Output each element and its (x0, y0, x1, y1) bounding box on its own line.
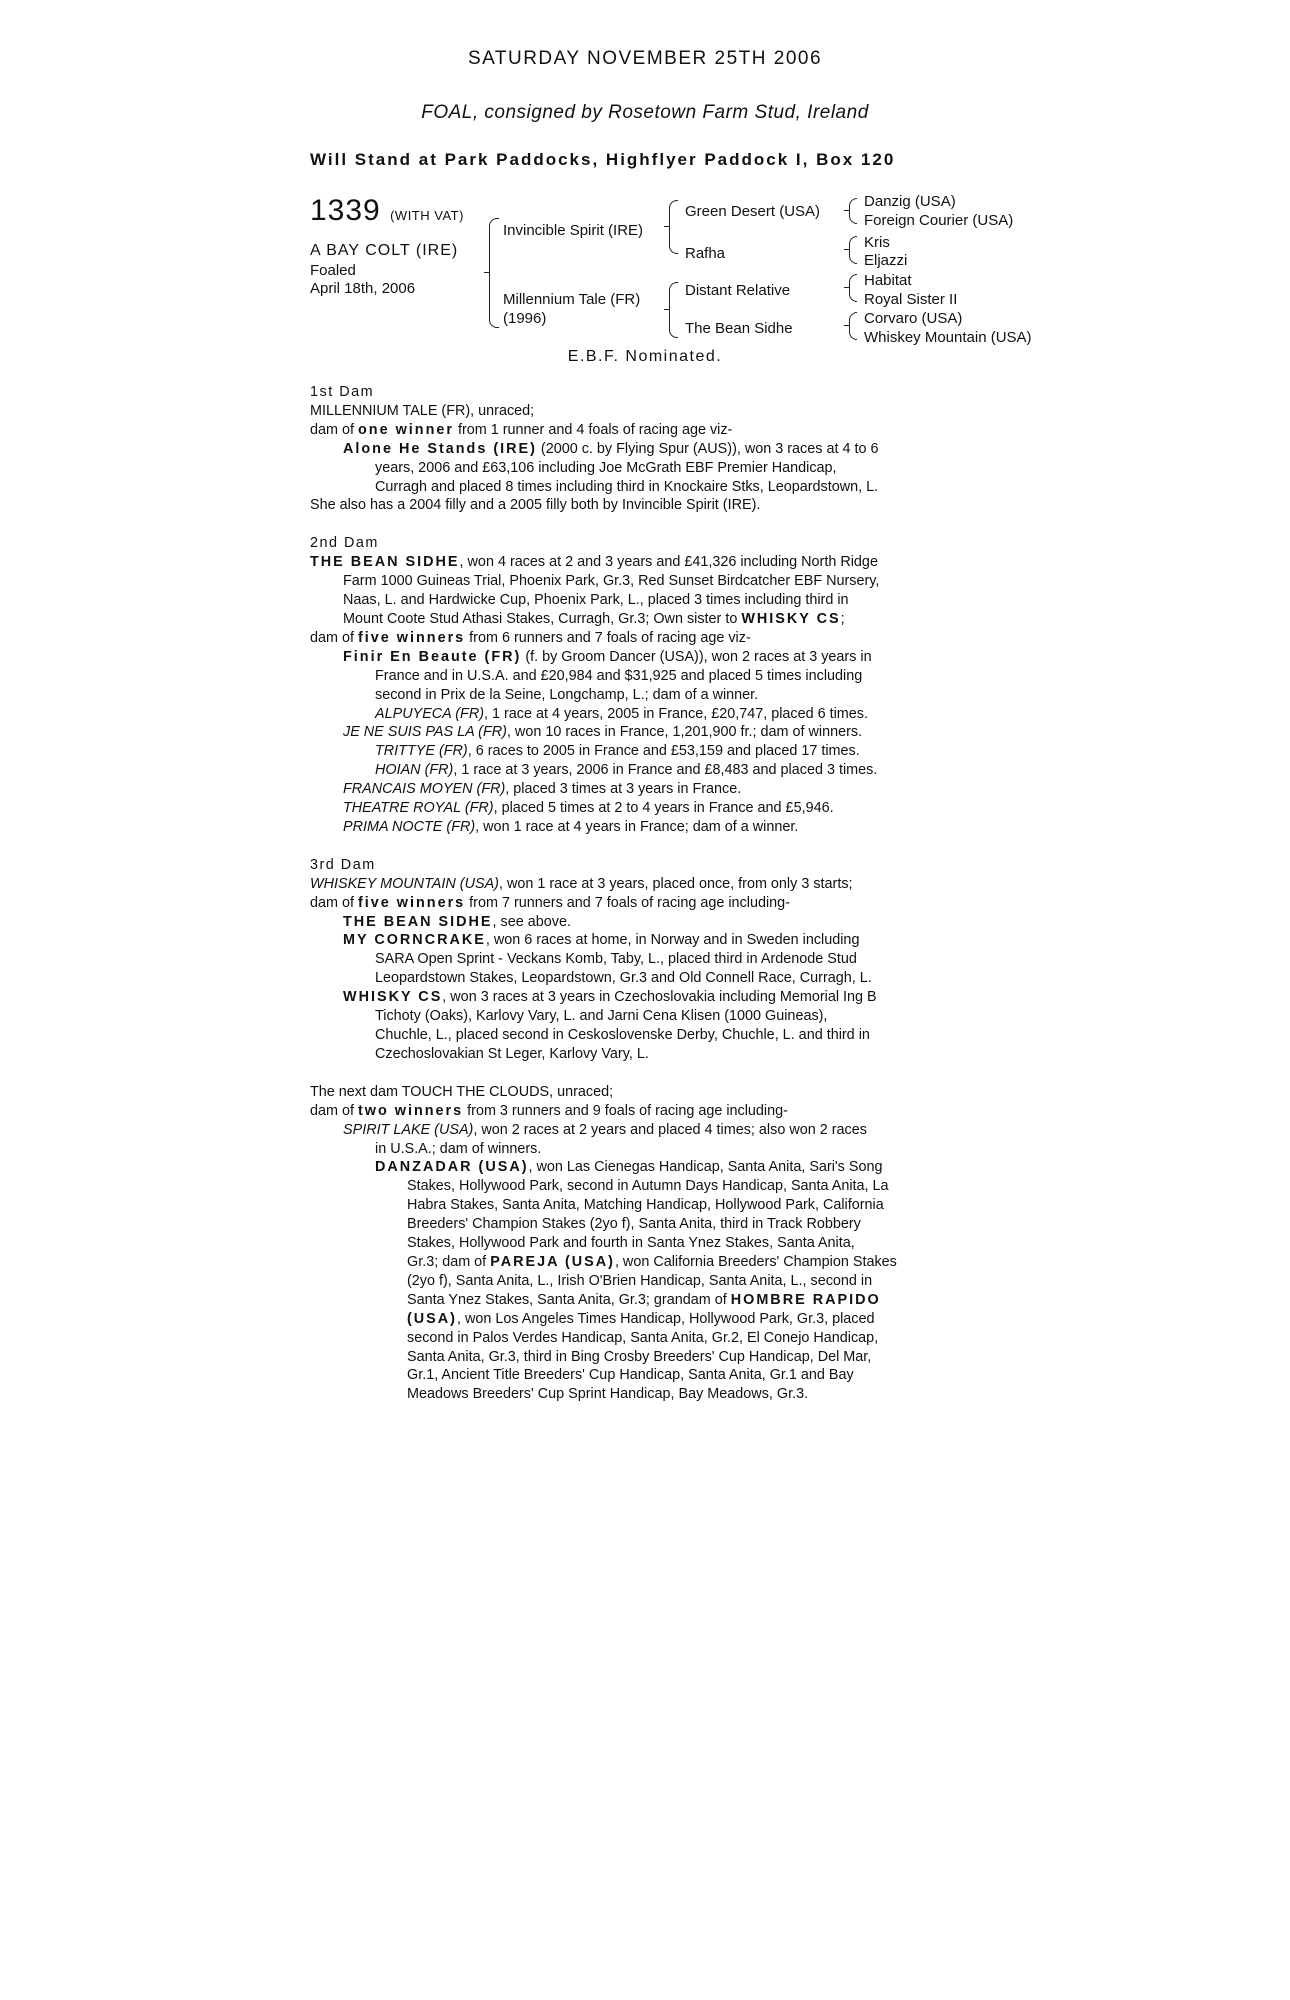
pedigree-ggp-3: Kris (864, 234, 890, 251)
next-dam-line (310, 1310, 980, 1329)
pedigree-brace-sire-tip (664, 226, 669, 227)
pedigree-brace-dam (669, 282, 678, 338)
pedigree-ggp-1: Danzig (USA) (864, 193, 956, 210)
third-dam-line (310, 931, 980, 950)
second-dam-line: Mount Coote Stud Athasi Stakes, Curragh, Gr.3; Own sister to WHISKY CS; (343, 610, 845, 627)
horse-name: Finir En Beaute (FR) (343, 648, 522, 665)
lot-number (310, 194, 464, 228)
second-dam-line (310, 799, 980, 818)
text-span: , won 6 races at home, in Norway and in Sweden including (485, 932, 860, 949)
stand-location: Will Stand at Park Paddocks, Highflyer Paddock I, Box 120 (310, 150, 896, 169)
pedigree-ggp-8: Whiskey Mountain (USA) (864, 329, 1032, 346)
lot-description: A BAY COLT (IRE) (310, 242, 459, 259)
text-span: , 1 race at 4 years, 2005 in France, £20,747, placed 6 times. (484, 705, 868, 722)
pedigree-brace-sire (669, 200, 678, 254)
text-span: , won 2 races at 2 years and placed 4 times; also won 2 races (473, 1121, 867, 1138)
text-span: dam of (310, 629, 358, 646)
first-dam-line: She also has a 2004 filly and a 2005 filly both by Invincible Spirit (IRE). (310, 497, 761, 514)
text-span: , placed 5 times at 2 to 4 years in France and £5,946. (493, 800, 834, 817)
text-span: from 6 runners and 7 foals of racing age viz- (465, 629, 751, 646)
pedigree-brace-dam-tip (664, 309, 669, 310)
horse-name: ALPUYECA (FR) (375, 705, 485, 722)
text-span: , see above. (492, 913, 571, 930)
pedigree-sire-sire: Green Desert (USA) (685, 203, 821, 220)
third-dam-line: Tichoty (Oaks), Karlovy Vary, L. and Jarni Cena Klisen (1000 Guineas), (375, 1008, 828, 1025)
second-dam-line (310, 629, 980, 648)
text-span: dam of (310, 1102, 358, 1119)
horse-name: WHISKEY MOUNTAIN (USA) (310, 875, 499, 892)
text-span: , won California Breeders' Champion Stakes (614, 1253, 897, 1270)
text-span: , 6 races to 2005 in France and £53,159 and placed 17 times. (467, 743, 860, 760)
text-span: , won Las Cienegas Handicap, Santa Anita, Sari's Song (528, 1159, 883, 1176)
second-dam-line: Farm 1000 Guineas Trial, Phoenix Park, Gr.3, Red Sunset Birdcatcher EBF Nursery, (343, 573, 880, 590)
text-span: , won Los Angeles Times Handicap, Hollywood Park, Gr.3, placed (456, 1310, 875, 1327)
second-dam-line (310, 742, 980, 761)
pedigree-brace-ggp-2-tip (844, 249, 849, 250)
sale-date: SATURDAY NOVEMBER 25TH 2006 (467, 48, 823, 69)
next-dam-line (310, 1121, 980, 1140)
next-dam-line: (2yo f), Santa Anita, L., Irish O'Brien Handicap, Santa Anita, L., second in (407, 1272, 873, 1289)
lot-number-value: 1339 (310, 194, 381, 227)
consignment-line: FOAL, consigned by Rosetown Farm Stud, Ireland (421, 102, 869, 123)
first-dam-heading: 1st Dam (310, 384, 375, 400)
text-span: , won 3 races at 3 years in Czechoslovakia including Memorial Ing B (442, 989, 877, 1006)
text-span: , won 1 race at 4 years in France; dam of a winner. (475, 818, 799, 835)
second-dam-line (310, 648, 980, 667)
horse-name: SPIRIT LAKE (USA) (343, 1121, 474, 1138)
horse-name: (USA) (407, 1310, 457, 1327)
next-dam-line (310, 1102, 980, 1121)
pedigree-ggp-4: Eljazzi (864, 252, 908, 269)
next-dam-line: Breeders' Champion Stakes (2yo f), Santa Anita, third in Track Robbery (407, 1216, 861, 1233)
text-span: (2000 c. by Flying Spur (AUS)), won 3 races at 4 to 6 (536, 440, 879, 457)
horse-name: HOIAN (FR) (375, 762, 454, 779)
pedigree-dam-sire: Distant Relative (685, 282, 791, 299)
second-dam-line: France and in U.S.A. and £20,984 and $31,925 and placed 5 times including (375, 667, 863, 684)
third-dam-line: Chuchle, L., placed second in Ceskoslovenske Derby, Chuchle, L. and third in (375, 1027, 870, 1043)
horse-name: PRIMA NOCTE (FR) (343, 818, 476, 835)
section-gap (310, 837, 980, 856)
pedigree-brace-ggp-3 (849, 274, 857, 302)
produce-record (310, 383, 980, 1404)
text-span: (f. by Groom Dancer (USA)), won 2 races at 3 years in (521, 648, 872, 665)
text-span: , placed 3 times at 3 years in France. (505, 781, 742, 798)
pedigree-ggp-2: Foreign Courier (USA) (864, 212, 1014, 229)
next-dam-line: Gr.1, Ancient Title Breeders' Cup Handicap, Santa Anita, Gr.1 and Bay (407, 1367, 854, 1384)
first-dam-line: Curragh and placed 8 times including third in Knockaire Stks, Leopardstown, L. (375, 478, 879, 495)
section-gap (310, 515, 980, 534)
next-dam-line: Stakes, Hollywood Park and fourth in Santa Ynez Stakes, Santa Anita, (407, 1235, 855, 1252)
horse-name: FRANCAIS MOYEN (FR) (343, 781, 506, 798)
horse-name: THE BEAN SIDHE (343, 913, 493, 930)
text-span: , won 1 race at 3 years, placed once, from only 3 starts; (498, 875, 853, 892)
third-dam-line (310, 988, 980, 1007)
text-span: Mount Coote Stud Athasi Stakes, Curragh, Gr.3; Own sister to (343, 610, 742, 627)
horse-name: THE BEAN SIDHE (310, 554, 460, 571)
second-dam-line (310, 780, 980, 799)
horse-name: WHISKY CS (741, 610, 841, 627)
third-dam-line: Czechoslovakian St Leger, Karlovy Vary, L. (375, 1045, 649, 1062)
third-dam-line (310, 913, 980, 932)
text-span: , won 10 races in France, 1,201,900 fr.; dam of winners. (506, 724, 863, 741)
first-dam-line: years, 2006 and £63,106 including Joe McGrath EBF Premier Handicap, (375, 459, 837, 476)
text-span: dam of (310, 421, 358, 438)
horse-name: HOMBRE RAPIDO (730, 1291, 881, 1308)
first-dam-line (310, 421, 980, 440)
text-span: , 1 race at 3 years, 2006 in France and £8,483 and placed 3 times. (453, 762, 878, 779)
winners-count: two winners (358, 1102, 464, 1119)
pedigree-brace-ggp-4-tip (844, 325, 849, 326)
second-dam-line (310, 761, 980, 780)
pedigree-ggp-5: Habitat (864, 272, 912, 289)
pedigree-brace-ggp-1-tip (844, 210, 849, 211)
text-span: from 7 runners and 7 foals of racing age including- (465, 894, 790, 911)
next-dam-line (310, 1291, 980, 1310)
second-dam-line: second in Prix de la Seine, Longchamp, L.; dam of a winner. (375, 686, 759, 703)
section-gap (310, 1064, 980, 1083)
third-dam-heading: 3rd Dam (310, 856, 376, 873)
horse-name: TRITTYE (FR) (375, 743, 468, 760)
next-dam-line (310, 1253, 980, 1272)
third-dam-line (310, 875, 980, 894)
text-span: , won 4 races at 2 and 3 years and £41,326 including North Ridge (459, 554, 878, 571)
ebf-nominated: E.B.F. Nominated. (567, 348, 723, 365)
winners-count: one winner (358, 421, 454, 438)
pedigree-dam-year: (1996) (503, 310, 547, 327)
next-dam-line (310, 1158, 980, 1177)
horse-name: JE NE SUIS PAS LA (FR) (343, 724, 507, 741)
pedigree-sire: Invincible Spirit (IRE) (503, 222, 644, 239)
horse-name: PAREJA (USA) (490, 1253, 615, 1270)
horse-name: WHISKY CS (343, 989, 443, 1006)
first-dam-line: MILLENNIUM TALE (FR), unraced; (310, 402, 535, 419)
pedigree-sire-dam: Rafha (685, 245, 726, 262)
pedigree-dam: Millennium Tale (FR) (503, 291, 641, 308)
pedigree-brace-ggp-3-tip (844, 287, 849, 288)
horse-name: MY CORNCRAKE (343, 932, 486, 949)
next-dam-line: second in Palos Verdes Handicap, Santa Anita, Gr.2, El Conejo Handicap, (407, 1329, 879, 1346)
third-dam-line (310, 894, 980, 913)
foaled-info (310, 262, 415, 298)
next-dam-line: in U.S.A.; dam of winners. (375, 1140, 542, 1157)
horse-name: THEATRE ROYAL (FR) (343, 800, 494, 817)
pedigree-brace-ggp-2 (849, 236, 857, 264)
second-dam-heading: 2nd Dam (310, 535, 379, 552)
second-dam-line (310, 553, 980, 572)
next-dam-line: Habra Stakes, Santa Anita, Matching Handicap, Hollywood Park, California (407, 1197, 884, 1214)
winners-count: five winners (358, 629, 466, 646)
pedigree-brace-main (489, 218, 499, 328)
third-dam-line: Leopardstown Stakes, Leopardstown, Gr.3 and Old Connell Race, Curragh, L. (375, 970, 872, 987)
text-span: Gr.3; dam of (407, 1253, 491, 1270)
text-span: from 1 runner and 4 foals of racing age viz- (453, 421, 733, 438)
second-dam-line: Naas, L. and Hardwicke Cup, Phoenix Park, L., placed 3 times including third in (343, 592, 849, 609)
first-dam-line (310, 440, 980, 459)
next-dam-line: The next dam TOUCH THE CLOUDS, unraced; (310, 1083, 614, 1100)
text-span: from 3 runners and 9 foals of racing age including- (463, 1102, 788, 1119)
second-dam-line (310, 818, 980, 837)
horse-name: DANZADAR (USA) (375, 1159, 529, 1176)
horse-name: Alone He Stands (IRE) (343, 440, 537, 457)
next-dam-line: Stakes, Hollywood Park, second in Autumn Days Handicap, Santa Anita, La (407, 1178, 889, 1195)
foaled-label: Foaled (310, 262, 356, 279)
next-dam-line: Meadows Breeders' Cup Sprint Handicap, Bay Meadows, Gr.3. (407, 1386, 809, 1403)
foaled-date: April 18th, 2006 (310, 280, 416, 297)
second-dam-line (310, 723, 980, 742)
second-dam-line (310, 705, 980, 724)
text-span: Santa Ynez Stakes, Santa Anita, Gr.3; grandam of (407, 1291, 731, 1308)
text-span: dam of (310, 894, 358, 911)
pedigree-brace-main-tip (484, 272, 489, 273)
third-dam-line: SARA Open Sprint - Veckans Komb, Taby, L., placed third in Ardenode Stud (375, 951, 857, 968)
pedigree-brace-ggp-4 (849, 312, 857, 340)
winners-count: five winners (358, 894, 466, 911)
next-dam-line: Santa Anita, Gr.3, third in Bing Crosby Breeders' Cup Handicap, Del Mar, (407, 1348, 872, 1365)
pedigree-brace-ggp-1 (849, 198, 857, 224)
vat-note: (WITH VAT) (390, 208, 464, 223)
pedigree-ggp-7: Corvaro (USA) (864, 310, 963, 327)
pedigree-ggp-6: Royal Sister II (864, 291, 958, 308)
pedigree-dam-dam: The Bean Sidhe (685, 320, 793, 337)
